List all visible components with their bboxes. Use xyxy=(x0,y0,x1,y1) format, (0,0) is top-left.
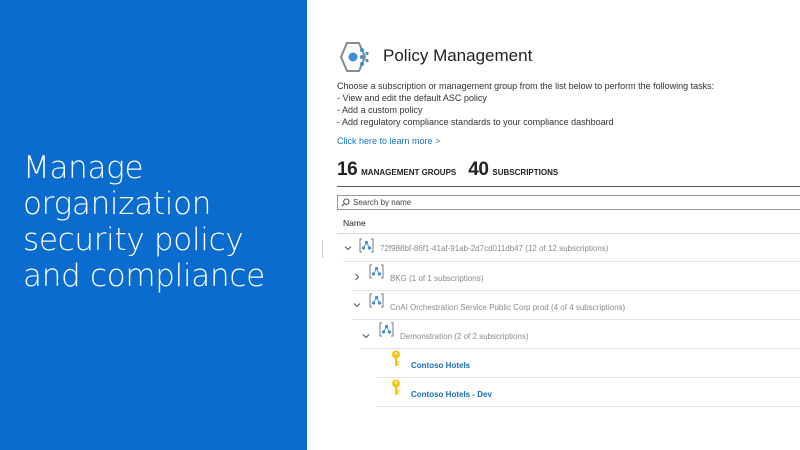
row-label: 72f988bf-86f1-41af-91ab-2d7cd011db47 (12 of 12 subscriptions) xyxy=(380,244,609,253)
row-label: BKG (1 of 1 subscriptions) xyxy=(390,274,484,283)
task-item: - Add regulatory compliance standards to your compliance dashboard xyxy=(337,117,614,127)
search-box[interactable] xyxy=(337,195,800,210)
divider xyxy=(377,406,800,407)
headline-line: security policy xyxy=(23,222,244,258)
search-icon xyxy=(341,198,350,207)
tree-row[interactable] xyxy=(307,320,800,349)
description-intro: Choose a subscription or management group from the list below to perform the following tasks: xyxy=(337,81,715,91)
row-label: CnAI Orchestration Service Public Corp prod (4 of 4 subscriptions) xyxy=(390,303,626,312)
management-group-icon xyxy=(379,322,394,337)
management-group-icon xyxy=(359,238,374,253)
learn-more-link[interactable]: Click here to learn more > xyxy=(337,136,441,146)
chevron-down-icon[interactable] xyxy=(352,300,362,310)
subscriptions-label: SUBSCRIPTIONS xyxy=(492,168,559,177)
page-title: Policy Management xyxy=(383,46,533,65)
task-item: - Add a custom policy xyxy=(337,105,423,115)
subscriptions-count: 40 xyxy=(468,159,489,180)
headline-line: Manage xyxy=(23,150,144,186)
tree-row[interactable] xyxy=(307,378,800,407)
tree-row[interactable] xyxy=(307,291,800,320)
policy-management-icon xyxy=(337,41,373,73)
slide-left-panel xyxy=(0,0,307,450)
task-item: - View and edit the default ASC policy xyxy=(337,93,487,103)
divider xyxy=(337,186,800,187)
key-icon xyxy=(391,350,401,367)
slide-headline xyxy=(23,150,303,294)
chevron-down-icon[interactable] xyxy=(361,331,371,341)
row-label: Demonstration (2 of 2 subscriptions) xyxy=(400,332,529,341)
management-group-icon xyxy=(369,264,384,279)
column-header-name[interactable]: Name xyxy=(343,218,366,228)
chevron-right-icon[interactable] xyxy=(352,272,362,282)
management-group-icon xyxy=(369,293,384,308)
search-input[interactable] xyxy=(353,196,793,209)
headline-line: and compliance xyxy=(23,258,265,294)
tree-row[interactable] xyxy=(307,262,800,291)
management-groups-label: MANAGEMENT GROUPS xyxy=(361,168,457,177)
policy-management-pane xyxy=(307,0,800,450)
tree-row[interactable] xyxy=(307,233,800,262)
key-icon xyxy=(391,379,401,396)
management-groups-count: 16 xyxy=(337,159,358,180)
chevron-down-icon[interactable] xyxy=(343,243,353,253)
subscription-link[interactable]: Contoso Hotels - Dev xyxy=(411,390,492,399)
description xyxy=(337,80,714,128)
stats-summary xyxy=(337,159,570,181)
subscription-link[interactable]: Contoso Hotels xyxy=(411,361,471,370)
headline-line: organization xyxy=(23,186,212,222)
tree-row[interactable] xyxy=(307,349,800,378)
